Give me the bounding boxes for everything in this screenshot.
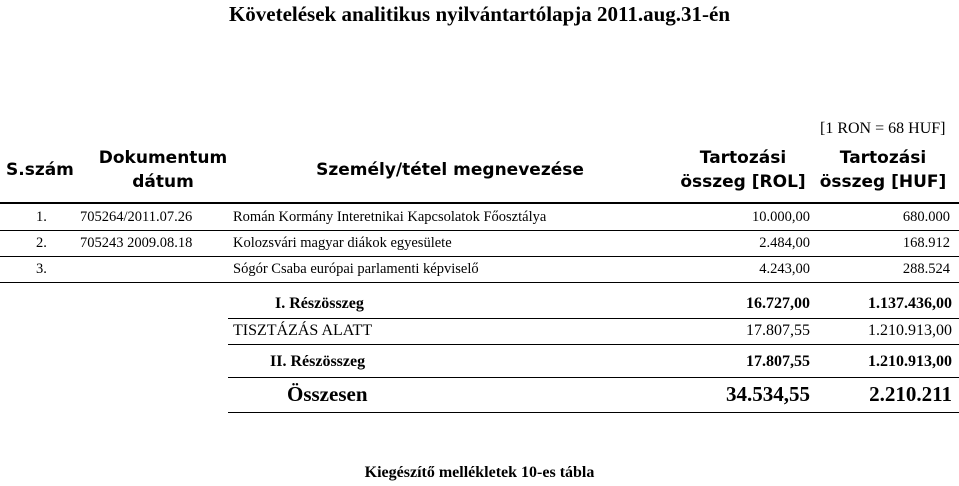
header-doc-date-line2: dátum bbox=[132, 172, 194, 192]
pending-label: TISZTÁZÁS ALATT bbox=[233, 322, 373, 339]
row-amount-huf: 680.000 bbox=[902, 209, 950, 225]
total-huf: 2.210.211 bbox=[869, 382, 952, 406]
subtotal1-huf: 1.137.436,00 bbox=[868, 295, 952, 312]
row-divider bbox=[228, 318, 959, 319]
row-name: Román Kormány Interetnikai Kapcsolatok Főosztálya bbox=[233, 209, 547, 225]
row-divider bbox=[0, 282, 959, 283]
subtotal1-label: I. Részösszeg bbox=[275, 295, 364, 312]
total-ron: 34.534,55 bbox=[726, 382, 810, 406]
header-doc-date-line1: Dokumentum bbox=[98, 148, 228, 168]
pending-huf: 1.210.913,00 bbox=[868, 322, 952, 339]
subtotal2-huf: 1.210.913,00 bbox=[868, 353, 952, 370]
row-divider bbox=[228, 412, 959, 413]
row-document: 705264/2011.07.26 bbox=[80, 209, 193, 225]
total-label: Összesen bbox=[287, 382, 368, 406]
row-amount-huf: 168.912 bbox=[902, 235, 950, 251]
header-name: Személy/tétel megnevezése bbox=[316, 160, 584, 180]
subtotal2-label: II. Részösszeg bbox=[270, 353, 366, 370]
row-document: 705243 2009.08.18 bbox=[80, 235, 193, 251]
footer-note: Kiegészítő mellékletek 10-es tábla bbox=[364, 464, 595, 481]
row-divider bbox=[0, 256, 959, 257]
header-debt-huf-line2: összeg [HUF] bbox=[819, 172, 947, 192]
row-number: 3. bbox=[36, 261, 47, 277]
row-name: Kolozsvári magyar diákok egyesülete bbox=[233, 235, 452, 251]
row-name: Sógór Csaba európai parlamenti képviselő bbox=[233, 261, 479, 277]
pending-ron: 17.807,55 bbox=[746, 322, 810, 339]
row-amount-huf: 288.524 bbox=[902, 261, 950, 277]
header-debt-huf-line1: Tartozási bbox=[839, 148, 927, 168]
header-debt-ron-line2: összeg [ROL] bbox=[680, 172, 806, 192]
page-title: Követelések analitikus nyilvántartólapja 2011.aug.31-én bbox=[228, 2, 731, 26]
header-number: S.szám bbox=[6, 160, 74, 180]
row-number: 2. bbox=[36, 235, 47, 251]
header-debt-ron-line1: Tartozási bbox=[699, 148, 787, 168]
row-number: 1. bbox=[36, 209, 47, 225]
row-divider bbox=[228, 344, 959, 345]
row-divider bbox=[228, 377, 959, 378]
row-amount-ron: 4.243,00 bbox=[759, 261, 810, 277]
header-underline bbox=[0, 202, 959, 204]
row-amount-ron: 10.000,00 bbox=[752, 209, 810, 225]
exchange-rate-note: [1 RON = 68 HUF] bbox=[820, 120, 946, 137]
subtotal2-ron: 17.807,55 bbox=[746, 353, 810, 370]
subtotal1-ron: 16.727,00 bbox=[746, 295, 810, 312]
row-amount-ron: 2.484,00 bbox=[759, 235, 810, 251]
row-divider bbox=[0, 230, 959, 231]
